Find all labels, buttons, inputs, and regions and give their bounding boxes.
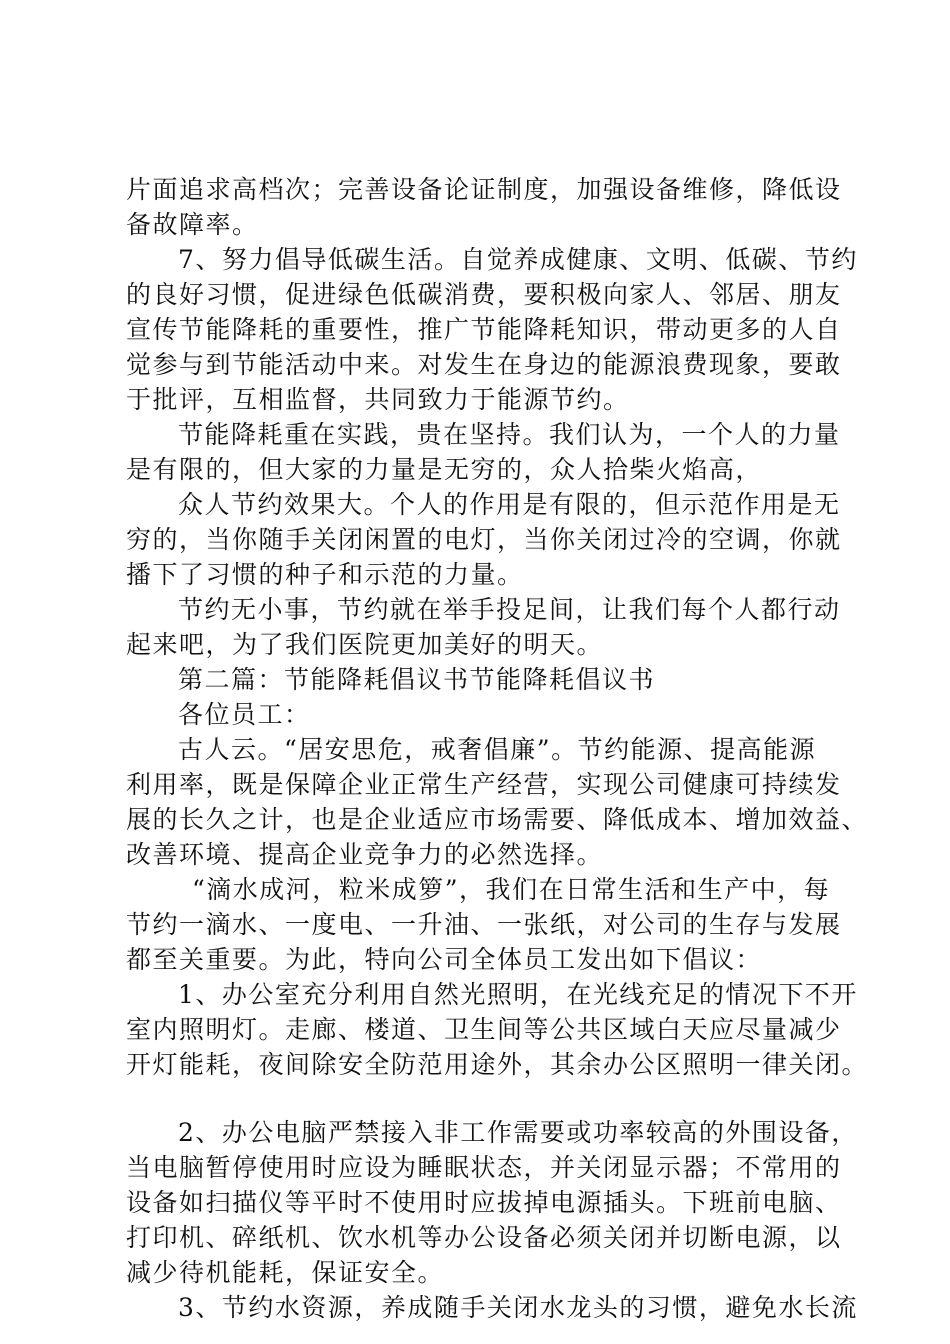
text-line: 宣传节能降耗的重要性，推广节能降耗知识，带动更多的人自 — [126, 315, 842, 344]
text-line: 起来吧，为了我们医院更加美好的明天。 — [126, 630, 604, 659]
paragraph-first-line: 3、节约水资源，养成随手关闭水龙头的习惯，避免水长流 — [178, 1293, 858, 1322]
paragraph-first-line: 2、办公电脑严禁接入非工作需要或功率较高的外围设备， — [178, 1118, 858, 1147]
blank-line — [126, 1082, 828, 1115]
text-line: 开灯能耗，夜间除安全防范用途外，其余办公区照明一律关闭。 — [126, 1050, 869, 1079]
text-line: 设备如扫描仪等平时不使用时应拔掉电源插头。下班前电脑、 — [126, 1188, 842, 1217]
text-line: 播下了习惯的种子和示范的力量。 — [126, 560, 524, 589]
paragraph-first-line: 1、办公室充分利用自然光照明，在光线充足的情况下不开 — [178, 980, 858, 1009]
text-line: 穷的，当你随手关闭闲置的电灯，当你关闭过冷的空调，你就 — [126, 525, 842, 554]
text-line: 于批评，互相监督，共同致力于能源节约。 — [126, 385, 630, 414]
text-line: 备故障率。 — [126, 210, 259, 239]
paragraph-first-line: 古人云。“居安思危，戒奢倡廉”。节约能源、提高能源 — [178, 735, 817, 764]
paragraph-first-line: 节能降耗重在实践，贵在坚持。我们认为，一个人的力量 — [178, 420, 841, 449]
text-line: 利用率，既是保障企业正常生产经营，实现公司健康可持续发 — [126, 770, 842, 799]
text-line: 的良好习惯，促进绿色低碳消费，要积极向家人、邻居、朋友 — [126, 280, 842, 309]
text-line: 室内照明灯。走廊、楼道、卫生间等公共区域白天应尽量减少 — [126, 1015, 842, 1044]
text-line: 减少待机能耗，保证安全。 — [126, 1258, 445, 1287]
salutation: 各位员工： — [178, 700, 311, 729]
paragraph-first-line: 节约无小事，节约就在举手投足间，让我们每个人都行动 — [178, 595, 841, 624]
text-line: 改善环境、提高企业竞争力的必然选择。 — [126, 840, 604, 869]
text-line: 打印机、碎纸机、饮水机等办公设备必须关闭并切断电源，以 — [126, 1223, 842, 1252]
text-line: 觉参与到节能活动中来。对发生在身边的能源浪费现象，要敢 — [126, 350, 842, 379]
text-line: 是有限的，但大家的力量是无穷的，众人拾柴火焰高， — [126, 455, 763, 484]
paragraph-first-line: “滴水成河，粒米成箩”，我们在日常生活和生产中，每 — [192, 875, 831, 904]
text-line: 片面追求高档次；完善设备论证制度，加强设备维修，降低设 — [126, 175, 842, 204]
paragraph-first-line: 众人节约效果大。个人的作用是有限的，但示范作用是无 — [178, 490, 841, 519]
text-line: 当电脑暂停使用时应设为睡眠状态，并关闭显示器；不常用的 — [126, 1153, 842, 1182]
text-line: 节约一滴水、一度电、一升油、一张纸，对公司的生存与发展 — [126, 910, 842, 939]
document-body — [126, 172, 869, 1325]
text-line: 都至关重要。为此，特向公司全体员工发出如下倡议： — [126, 945, 763, 974]
section-heading: 第二篇：节能降耗倡议书节能降耗倡议书 — [178, 665, 656, 694]
paragraph-first-line: 7、努力倡导低碳生活。自觉养成健康、文明、低碳、节约 — [178, 245, 858, 274]
text-line: 展的长久之计，也是企业适应市场需要、降低成本、增加效益、 — [126, 805, 869, 834]
